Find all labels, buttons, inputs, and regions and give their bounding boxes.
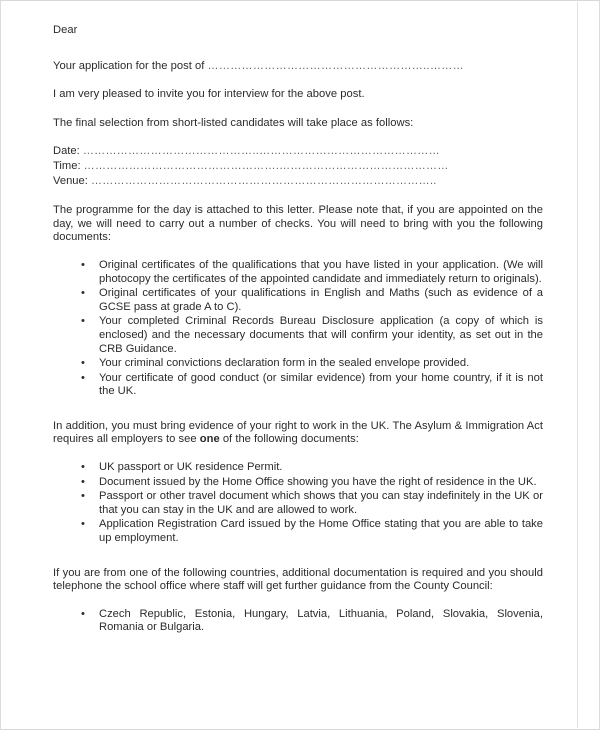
list-item-text: Original certificates of your qualifications in English and Maths (such as evidence of a GCSE pass at grade A to C). bbox=[99, 287, 543, 313]
bullet-icon: • bbox=[81, 490, 85, 503]
list-item-text: Czech Republic, Estonia, Hungary, Latvia, Lithuania, Poland, Slovakia, Slovenia, Romania or Bulgaria. bbox=[99, 607, 543, 634]
list-item-text: UK passport or UK residence Permit. bbox=[99, 461, 283, 474]
bullet-icon: • bbox=[81, 371, 85, 384]
list-item bbox=[53, 608, 543, 635]
section-spacer bbox=[53, 560, 543, 567]
field-row-date bbox=[53, 144, 543, 159]
post-line-text: Your application for the post of bbox=[53, 59, 208, 72]
countries-paragraph: If you are from one of the following countries, additional documentation is required and you should telephone the school office where staff will get further guidance from the County Council: bbox=[53, 566, 543, 593]
appointment-fields bbox=[53, 144, 543, 188]
bullet-icon: • bbox=[81, 287, 85, 300]
list-item bbox=[53, 315, 543, 356]
list-item bbox=[53, 490, 543, 517]
document-sheet bbox=[10, 2, 578, 728]
bullet-icon: • bbox=[81, 315, 85, 328]
list-item bbox=[53, 259, 543, 286]
field-label-time: Time: bbox=[53, 159, 81, 172]
list-item bbox=[53, 372, 543, 399]
right-to-work-text-2: of the following documents: bbox=[219, 433, 359, 446]
field-dots-time: …………………………………………….……………………………………… bbox=[83, 159, 449, 172]
field-dots-date: ………………………………………..………………………………………… bbox=[82, 145, 440, 158]
list-item-text: Your completed Criminal Records Bureau Disclosure application (a copy of which is enclosed) and the necessary documents that will confirm your identity, as set out in the CRB Guidance. bbox=[99, 315, 543, 355]
field-row-venue bbox=[53, 174, 543, 189]
bullet-icon: • bbox=[81, 518, 85, 531]
right-to-work-paragraph bbox=[53, 420, 543, 447]
field-dots-venue: ……………………………………………………………………………….. bbox=[90, 174, 437, 187]
field-label-date: Date: bbox=[53, 145, 80, 158]
right-to-work-text-1: In addition, you must bring evidence of your right to work in the UK. The Asylum & Immigration Act requires all employers to see bbox=[53, 419, 543, 446]
selection-paragraph: The final selection from short-listed candidates will take place as follows: bbox=[53, 116, 414, 129]
bullet-icon: • bbox=[81, 258, 85, 271]
list-item-text: Your criminal convictions declaration form in the sealed envelope provided. bbox=[99, 357, 470, 370]
bullet-icon: • bbox=[81, 357, 85, 370]
right-to-work-list bbox=[53, 461, 543, 546]
invite-paragraph: I am very pleased to invite you for interview for the above post. bbox=[53, 88, 365, 101]
post-line bbox=[53, 60, 543, 74]
programme-paragraph: The programme for the day is attached to this letter. Please note that, if you are appointed on the day, we will need to carry out a number of checks. You will need to bring with you the following documents: bbox=[53, 204, 543, 244]
list-item bbox=[53, 518, 543, 545]
letter-body bbox=[53, 24, 543, 649]
post-line-dots: …………………………………………………..……… bbox=[207, 59, 465, 72]
list-item-text: Document issued by the Home Office showing you have the right of residence in the UK. bbox=[99, 475, 537, 488]
list-item-text: Your certificate of good conduct (or similar evidence) from your home country, if it is not the UK. bbox=[99, 371, 543, 398]
list-item-text: Original certificates of the qualifications that you have listed in your application. (We will photocopy the certificates of the appointed candidate and immediately return to originals). bbox=[99, 258, 543, 285]
salutation: Dear bbox=[53, 24, 78, 36]
section-spacer bbox=[53, 413, 543, 420]
bullet-icon: • bbox=[81, 475, 85, 488]
bullet-icon: • bbox=[81, 461, 85, 474]
countries-list bbox=[53, 608, 543, 635]
field-row-time bbox=[53, 159, 543, 174]
list-item-text: Passport or other travel document which shows that you can stay indefinitely in the UK or that you can stay in the UK and are allowed to work. bbox=[99, 490, 543, 516]
right-to-work-emphasis: one bbox=[199, 433, 220, 446]
list-item bbox=[53, 357, 543, 371]
list-item bbox=[53, 476, 543, 490]
bullet-icon: • bbox=[81, 607, 85, 620]
list-item-text: Application Registration Card issued by the Home Office stating that you are able to take up employment. bbox=[99, 518, 543, 545]
list-item bbox=[53, 461, 543, 475]
documents-list bbox=[53, 259, 543, 399]
field-label-venue: Venue: bbox=[53, 174, 88, 187]
list-item bbox=[53, 287, 543, 314]
